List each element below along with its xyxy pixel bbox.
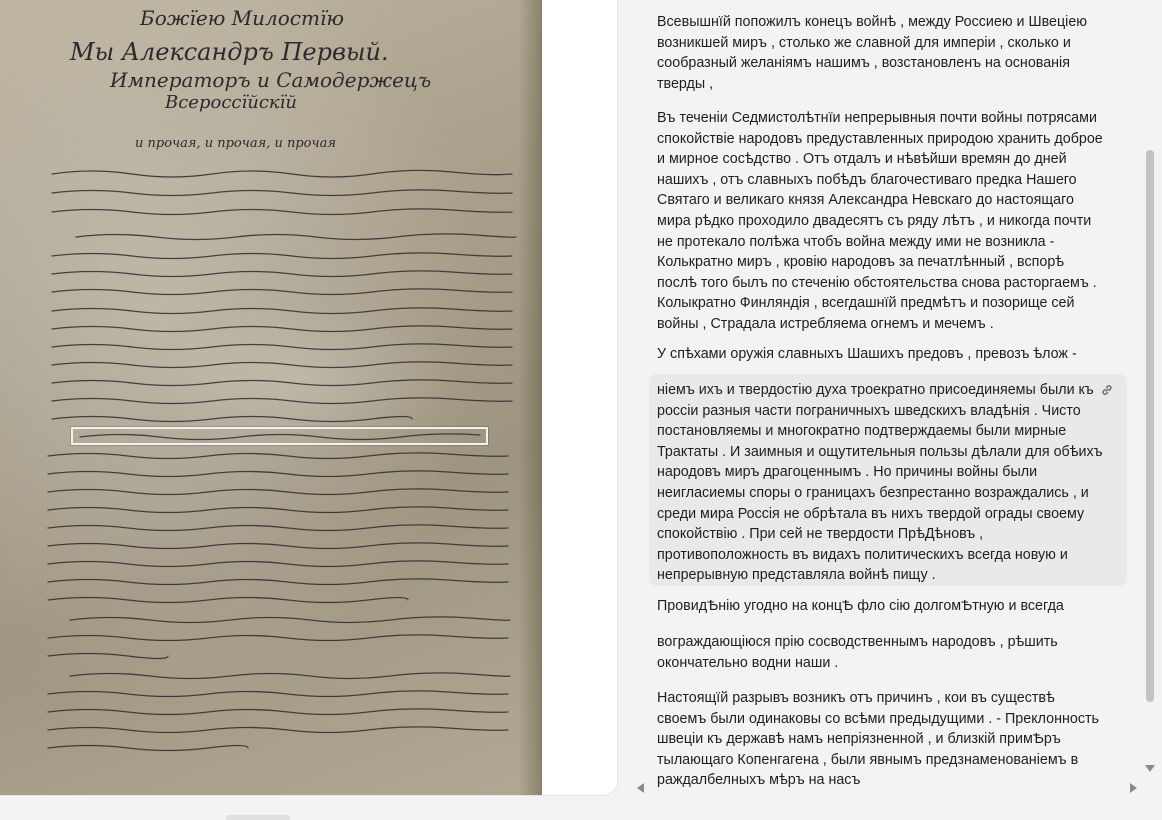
transcription-paragraph[interactable]: У спѣхами оружiя славныхъ Шашихъ предовъ , превозъ ѣлож - <box>657 346 1077 362</box>
manuscript-title-line: Всероссїйскїй <box>165 92 298 113</box>
manuscript-page-image[interactable] <box>0 0 542 795</box>
scroll-right-arrow-icon[interactable] <box>1130 783 1137 793</box>
manuscript-title-line: Мы Александръ Первый. <box>70 38 389 66</box>
selected-line-highlight[interactable] <box>71 427 488 445</box>
link-icon[interactable] <box>1100 383 1114 397</box>
manuscript-subtitle: и прочая, и прочая, и прочая <box>135 136 336 151</box>
transcription-paragraph-active[interactable]: нiемъ ихъ и твердостiю духа троекратно присоединяемы были къ россiи разныя части пограничныхъ шведскихъ владѣнiя . Чисто постановляемы и многократно подтверждаемы были мирные Трактаты . И заимныя и ощутительныя пользы дѣлали для обѣихъ народовъ миръ драгоценнымъ . Но причины войны были неигласиемы споры о границахъ безпрестанно возраждались , и среди мира Россiя не обрѣтала въ нихъ твердой ограды своему спокойствiю . При сей не твердости ПрѣДѣновъ , противоположность въ видахъ политическихъ всегда новую и непрерывную представляла войнѣ пищу . <box>657 382 1103 584</box>
transcription-paragraph[interactable]: ПровидѢнiю угодно на концѢ фло сiю долгомѢтную и всегда <box>657 598 1064 614</box>
handwritten-text-lines <box>0 0 542 795</box>
scroll-left-arrow-icon[interactable] <box>637 783 644 793</box>
manuscript-title-line: Божїею Милостїю <box>140 6 344 30</box>
vertical-scrollbar[interactable] <box>1143 0 1157 780</box>
scrollbar-thumb[interactable] <box>1146 150 1154 702</box>
transcription-paragraph[interactable]: Настоящїй разрывъ возникъ отъ причинъ , кои въ существѣ своемъ были одинаковы со всѣми предыдущими . - Преклонность швецiи къ державѣ намъ непрiязненной , и близкiй примѢръ тылающаго Копенгагена , были явнымъ предзнаменованiемъ в раждалбелныхъ мѣръ на насъ <box>657 690 1099 789</box>
transcription-paragraph[interactable]: Въ теченiи Седмистолѣтнїи непрерывныя почти войны потрясами спокойствiе народовъ предуставленных природою хранить доброе и мирное сосѣдство . Отъ отдалъ и нѣвѣйши времян до дней нашихъ , отъ славныхъ побѣдъ благочестиваго предка Нашего Святаго и великаго князя Александра Невскаго до настоящаго мира рѣдко проходило двадесятъ съ ряду лѣтъ , и никогда почти не протекало полѣжа чтобъ война между ими не возникла - Колькратно миръ , кровiю народовъ за печатлѣнный , вспорѣ послѣ того былъ по стеченiю обстоятельства снова расторгаемъ . Колыкратно Финляндiя , всегдашнїй предмѣтъ и позорище сей войны , Страдала истребляема огнемъ и мечемъ . <box>657 110 1103 332</box>
transcription-paragraph[interactable]: вограждающiюся прiю сосводственнымъ народовъ , рѣшить окончательно водни наши . <box>657 634 1058 671</box>
transcription-panel[interactable] <box>634 0 1144 789</box>
manuscript-title-line: Императоръ и Самодержецъ <box>110 68 432 92</box>
bottom-drag-handle[interactable] <box>226 815 290 820</box>
scroll-down-arrow-icon[interactable] <box>1145 765 1155 772</box>
transcription-paragraph[interactable]: Всевышнїй попожилъ конецъ войнѣ , между Россиею и Швецiею возникшей миръ , столько же славной для имперiи , сколько и сообразный желанiямъ нашимъ , возстановленъ на основанiя тверды , <box>657 14 1088 92</box>
